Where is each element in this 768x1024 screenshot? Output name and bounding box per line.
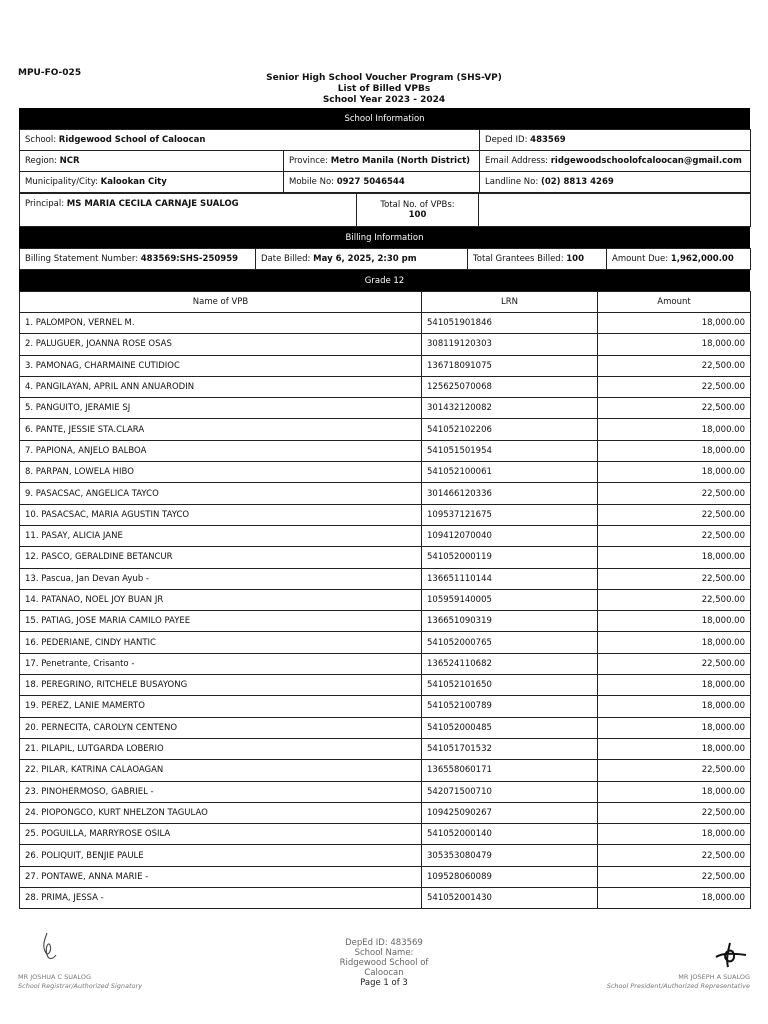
president-signature-mark <box>712 939 750 969</box>
vpb-lrn: 541052100789 <box>422 696 598 717</box>
total-vpbs: 100 <box>408 210 427 220</box>
form-code: MPU-FO-025 <box>18 68 82 78</box>
vpb-lrn: 109537121675 <box>422 504 598 525</box>
vpb-amount: 22,500.00 <box>598 355 751 376</box>
landline: (02) 8813 4269 <box>540 177 614 187</box>
vpb-name: 13. Pascua, Jan Devan Ayub - <box>20 568 422 589</box>
principal: MS MARIA CECILA CARNAJE SUALOG <box>66 199 239 209</box>
vpb-amount: 18,000.00 <box>598 632 751 653</box>
vpb-amount: 18,000.00 <box>598 696 751 717</box>
footer-deped-id: DepEd ID: 483569 <box>345 938 423 948</box>
school-name: Ridgewood School of Caloocan <box>58 135 206 145</box>
vpb-amount: 18,000.00 <box>598 675 751 696</box>
vpb-amount: 18,000.00 <box>598 547 751 568</box>
footer-school-block <box>330 938 438 988</box>
mobile: 0927 5046544 <box>336 177 405 187</box>
vpb-name: 22. PILAR, KATRINA CALAOAGAN <box>20 760 422 781</box>
amount-due-cell: Amount Due: 1,962,000.00 <box>607 249 751 270</box>
program-title: Senior High School Voucher Program (SHS-VP) <box>266 73 502 83</box>
vpb-name: 21. PILAPIL, LUTGARDA LOBERIO <box>20 738 422 759</box>
statement-cell: Billing Statement Number: 483569:SHS-250959 <box>20 249 256 270</box>
vpb-name: 4. PANGILAYAN, APRIL ANN ANUARODIN <box>20 376 422 397</box>
table-row <box>20 866 751 887</box>
table-row <box>20 760 751 781</box>
vpb-lrn: 541052100061 <box>422 462 598 483</box>
vpb-amount: 22,500.00 <box>598 866 751 887</box>
vpb-amount: 18,000.00 <box>598 738 751 759</box>
table-row <box>20 483 751 504</box>
province-cell: Province: Metro Manila (North District) <box>284 151 480 172</box>
table-row <box>20 632 751 653</box>
vpb-lrn: 109412070040 <box>422 525 598 546</box>
vpb-name: 27. PONTAWE, ANNA MARIE - <box>20 866 422 887</box>
vpb-lrn: 541052000140 <box>422 824 598 845</box>
vpb-name: 16. PEDERIANE, CINDY HANTIC <box>20 632 422 653</box>
vpb-lrn: 136558060171 <box>422 760 598 781</box>
vpb-amount: 18,000.00 <box>598 334 751 355</box>
region: NCR <box>59 156 80 166</box>
table-row <box>20 334 751 355</box>
president-role: School President/Authorized Representative <box>606 982 750 990</box>
deped-id-cell: Deped ID: 483569 <box>480 130 751 151</box>
total-vpbs-cell: Total No. of VPBs: 100 <box>357 194 479 227</box>
grade-header: Grade 12 <box>19 270 750 291</box>
vpb-table <box>19 291 751 909</box>
municipality-cell: Municipality/City: Kalookan City <box>20 172 284 193</box>
table-row <box>20 611 751 632</box>
vpb-lrn: 542071500710 <box>422 781 598 802</box>
date-billed-cell: Date Billed: May 6, 2025, 2:30 pm <box>256 249 468 270</box>
school-year: School Year 2023 - 2024 <box>322 95 446 105</box>
vpb-amount: 18,000.00 <box>598 440 751 461</box>
vpb-lrn: 105959140005 <box>422 589 598 610</box>
vpb-amount: 22,500.00 <box>598 483 751 504</box>
table-row <box>20 653 751 674</box>
vpb-name: 25. POGUILLA, MARRYROSE OSILA <box>20 824 422 845</box>
grantees-cell: Total Grantees Billed: 100 <box>468 249 607 270</box>
blank-cell <box>479 194 751 227</box>
president-signatory <box>607 973 750 991</box>
municipality: Kalookan City <box>100 177 167 187</box>
region-cell: Region: NCR <box>20 151 284 172</box>
vpb-name: 14. PATANAO, NOEL JOY BUAN JR <box>20 589 422 610</box>
vpb-name: 15. PATIAG, JOSE MARIA CAMILO PAYEE <box>20 611 422 632</box>
vpb-amount: 18,000.00 <box>598 611 751 632</box>
registrar-signatory <box>18 973 142 991</box>
vpb-name: 2. PALUGUER, JOANNA ROSE OSAS <box>20 334 422 355</box>
province: Metro Manila (North District) <box>330 156 471 166</box>
vpb-name: 11. PASAY, ALICIA JANE <box>20 525 422 546</box>
vpb-lrn: 541051701532 <box>422 738 598 759</box>
amount-due: 1,962,000.00 <box>670 254 734 264</box>
vpb-lrn: 301432120082 <box>422 398 598 419</box>
registrar-signature-mark <box>38 931 60 963</box>
principal-cell: Principal: MS MARIA CECILA CARNAJE SUALOG <box>20 194 357 227</box>
vpb-lrn: 541052000765 <box>422 632 598 653</box>
table-row <box>20 717 751 738</box>
document-header <box>0 73 768 106</box>
vpb-name: 5. PANGUITO, JERAMIE SJ <box>20 398 422 419</box>
column-header-amount: Amount <box>598 292 751 313</box>
table-row <box>20 589 751 610</box>
table-row <box>20 675 751 696</box>
vpb-name: 23. PINOHERMOSO, GABRIEL - <box>20 781 422 802</box>
vpb-amount: 18,000.00 <box>598 781 751 802</box>
vpb-name: 7. PAPIONA, ANJELO BALBOA <box>20 440 422 461</box>
vpb-lrn: 541052102206 <box>422 419 598 440</box>
grantees-billed: 100 <box>566 254 585 264</box>
page-number: Page 1 of 3 <box>360 978 408 988</box>
vpb-name: 12. PASCO, GERALDINE BETANCUR <box>20 547 422 568</box>
table-row <box>20 738 751 759</box>
billing-info-table <box>19 248 751 270</box>
vpb-name: 17. Penetrante, Crisanto - <box>20 653 422 674</box>
president-name: MR JOSEPH A SUALOG <box>678 973 750 981</box>
vpb-lrn: 136524110682 <box>422 653 598 674</box>
vpb-amount: 18,000.00 <box>598 313 751 334</box>
email: ridgewoodschoolofcaloocan@gmail.com <box>550 156 742 166</box>
vpb-name: 18. PEREGRINO, RITCHELE BUSAYONG <box>20 675 422 696</box>
vpb-lrn: 305353080479 <box>422 845 598 866</box>
table-row <box>20 355 751 376</box>
billing-document <box>19 108 750 909</box>
vpb-name: 28. PRIMA, JESSA - <box>20 888 422 909</box>
vpb-lrn: 308119120303 <box>422 334 598 355</box>
vpb-rows <box>20 313 751 909</box>
vpb-name: 9. PASACSAC, ANGELICA TAYCO <box>20 483 422 504</box>
table-row <box>20 462 751 483</box>
vpb-amount: 22,500.00 <box>598 568 751 589</box>
vpb-name: 26. POLIQUIT, BENJIE PAULE <box>20 845 422 866</box>
registrar-name: MR JOSHUA C SUALOG <box>18 973 91 981</box>
column-header-name: Name of VPB <box>20 292 422 313</box>
vpb-amount: 18,000.00 <box>598 717 751 738</box>
footer-school-label: School Name: <box>354 948 414 958</box>
table-row <box>20 440 751 461</box>
school-cell: School: Ridgewood School of Caloocan <box>20 130 480 151</box>
vpb-lrn: 301466120336 <box>422 483 598 504</box>
statement-number: 483569:SHS-250959 <box>140 254 239 264</box>
footer-school-name: Ridgewood School of Caloocan <box>339 958 429 978</box>
principal-table <box>19 193 751 227</box>
vpb-lrn: 541052000485 <box>422 717 598 738</box>
mobile-cell: Mobile No: 0927 5046544 <box>284 172 480 193</box>
landline-cell: Landline No: (02) 8813 4269 <box>480 172 751 193</box>
vpb-amount: 18,000.00 <box>598 419 751 440</box>
vpb-amount: 22,500.00 <box>598 845 751 866</box>
page-footer <box>0 925 768 1005</box>
billing-info-header: Billing Information <box>19 227 750 248</box>
table-row <box>20 888 751 909</box>
table-row <box>20 696 751 717</box>
vpb-lrn: 136651110144 <box>422 568 598 589</box>
vpb-amount: 18,000.00 <box>598 824 751 845</box>
vpb-amount: 22,500.00 <box>598 504 751 525</box>
vpb-amount: 22,500.00 <box>598 589 751 610</box>
deped-id: 483569 <box>530 135 566 145</box>
table-row <box>20 824 751 845</box>
vpb-lrn: 541052000119 <box>422 547 598 568</box>
registrar-role: School Registrar/Authorized Signatory <box>18 982 143 990</box>
vpb-lrn: 109528060089 <box>422 866 598 887</box>
table-row <box>20 398 751 419</box>
vpb-amount: 18,000.00 <box>598 462 751 483</box>
table-row <box>20 419 751 440</box>
vpb-amount: 22,500.00 <box>598 525 751 546</box>
vpb-amount: 22,500.00 <box>598 802 751 823</box>
vpb-name: 6. PANTE, JESSIE STA.CLARA <box>20 419 422 440</box>
table-row <box>20 568 751 589</box>
vpb-amount: 22,500.00 <box>598 398 751 419</box>
vpb-lrn: 125625070068 <box>422 376 598 397</box>
vpb-lrn: 109425090267 <box>422 802 598 823</box>
vpb-name: 3. PAMONAG, CHARMAINE CUTIDIOC <box>20 355 422 376</box>
table-row <box>20 802 751 823</box>
table-row <box>20 781 751 802</box>
table-row <box>20 504 751 525</box>
vpb-lrn: 541051501954 <box>422 440 598 461</box>
vpb-name: 10. PASACSAC, MARIA AGUSTIN TAYCO <box>20 504 422 525</box>
vpb-amount: 22,500.00 <box>598 376 751 397</box>
vpb-amount: 18,000.00 <box>598 888 751 909</box>
vpb-name: 8. PARPAN, LOWELA HIBO <box>20 462 422 483</box>
column-header-lrn: LRN <box>422 292 598 313</box>
vpb-lrn: 136718091075 <box>422 355 598 376</box>
vpb-name: 1. PALOMPON, VERNEL M. <box>20 313 422 334</box>
vpb-amount: 22,500.00 <box>598 760 751 781</box>
vpb-name: 19. PEREZ, LANIE MAMERTO <box>20 696 422 717</box>
vpb-lrn: 136651090319 <box>422 611 598 632</box>
vpb-amount: 22,500.00 <box>598 653 751 674</box>
list-title: List of Billed VPBs <box>337 84 431 94</box>
date-billed: May 6, 2025, 2:30 pm <box>313 254 417 264</box>
school-info-table <box>19 129 751 193</box>
table-row <box>20 525 751 546</box>
vpb-name: 24. PIOPONGCO, KURT NHELZON TAGULAO <box>20 802 422 823</box>
vpb-name: 20. PERNECITA, CAROLYN CENTENO <box>20 717 422 738</box>
email-cell: Email Address: ridgewoodschoolofcaloocan@gmail.com <box>480 151 751 172</box>
table-row <box>20 313 751 334</box>
vpb-lrn: 541052101650 <box>422 675 598 696</box>
school-info-header: School Information <box>19 108 750 129</box>
table-row <box>20 547 751 568</box>
table-row <box>20 376 751 397</box>
table-row <box>20 845 751 866</box>
vpb-lrn: 541051901846 <box>422 313 598 334</box>
vpb-lrn: 541052001430 <box>422 888 598 909</box>
